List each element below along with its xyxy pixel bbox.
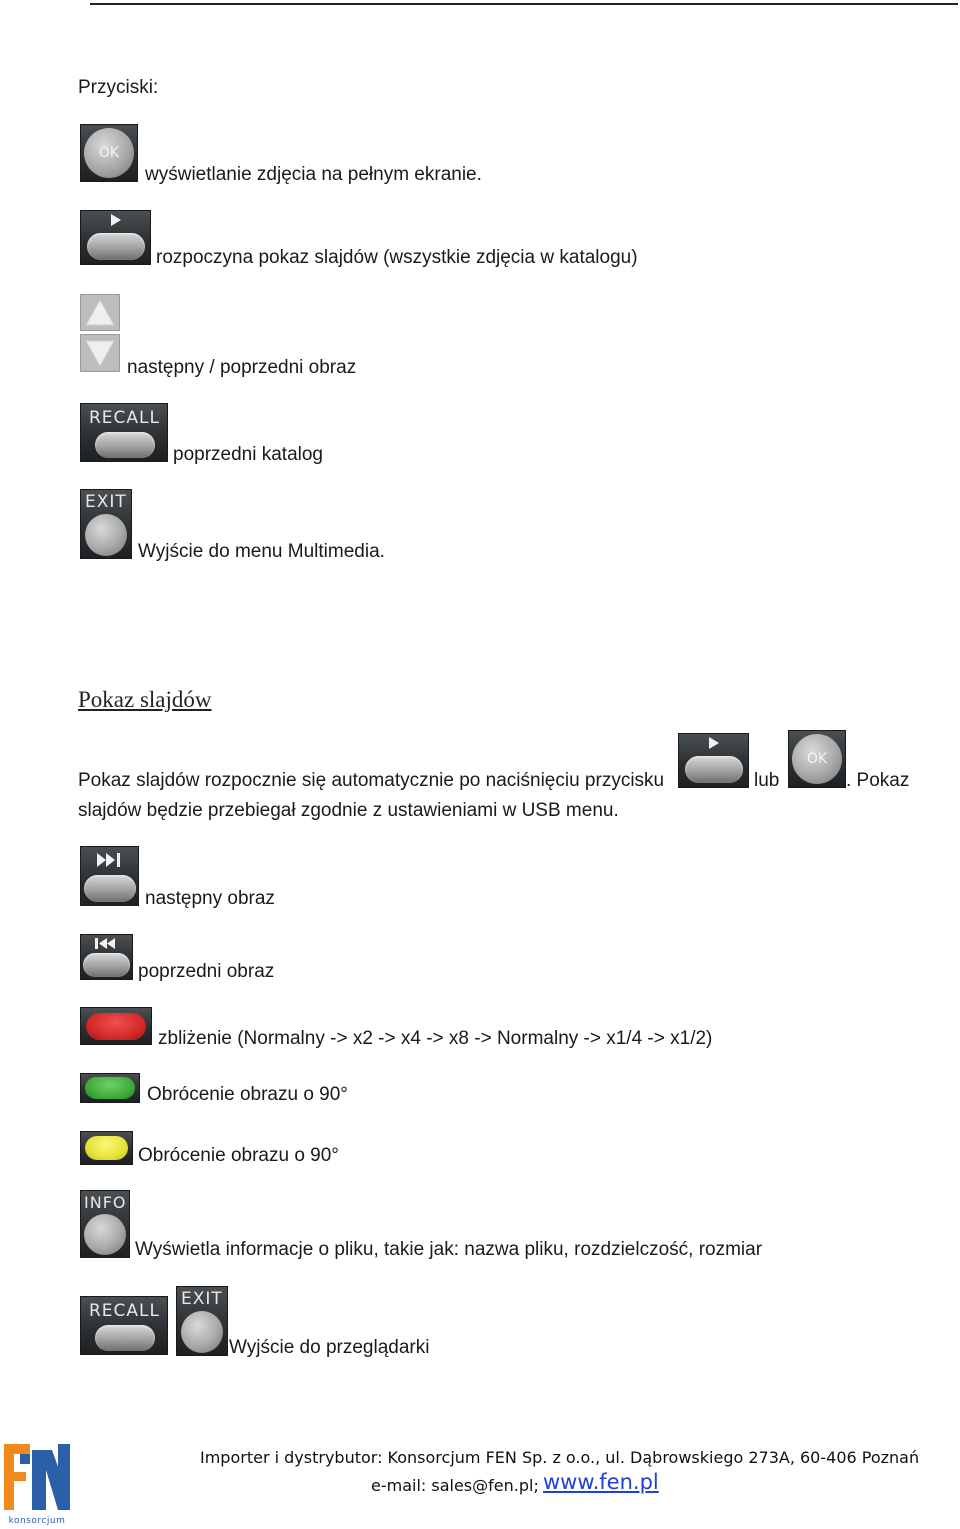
- exit-key-label: EXIT: [85, 492, 127, 512]
- ok-key-label: OK: [98, 145, 120, 161]
- slideshow-paragraph-or: lub: [754, 770, 780, 791]
- green-key-icon: [80, 1073, 140, 1103]
- next-key-desc: następny obraz: [145, 888, 275, 909]
- yellow-key-desc: Obrócenie obrazu o 90°: [138, 1145, 339, 1166]
- prev-key-desc: poprzedni obraz: [138, 961, 275, 982]
- inline-ok-key-label: OK: [806, 751, 828, 767]
- recall-exit-key-desc: Wyjście do przeglądarki: [229, 1337, 430, 1358]
- green-key-desc: Obrócenie obrazu o 90°: [147, 1084, 348, 1105]
- skip-forward-icon: [97, 853, 123, 867]
- red-key-desc: zbliżenie (Normalny -> x2 -> x4 -> x8 -> Normalny -> x1/4 -> x1/2): [158, 1028, 713, 1049]
- exit-key-label-2: EXIT: [181, 1289, 223, 1309]
- footer-website-link[interactable]: www.fen.pl: [543, 1470, 659, 1494]
- next-key-icon: [80, 846, 139, 906]
- recall-key-label-2: RECALL: [89, 1301, 160, 1321]
- recall-key-desc: poprzedni katalog: [173, 444, 323, 465]
- footer-email: e-mail: sales@fen.pl;: [371, 1476, 539, 1495]
- prev-key-icon: [80, 934, 133, 980]
- slideshow-paragraph-part1: Pokaz slajdów rozpocznie się automatycznie po naciśnięciu przycisku: [78, 770, 665, 791]
- inline-ok-key-icon: [788, 730, 846, 788]
- slideshow-paragraph-line2: slajdów będzie przebiegał zgodnie z ustawieniami w USB menu.: [78, 800, 619, 821]
- play-key-icon: [80, 210, 151, 265]
- skip-back-icon: [95, 938, 117, 949]
- ok-key-desc: wyświetlanie zdjęcia na pełnym ekranie.: [145, 164, 482, 185]
- yellow-key-icon: [80, 1131, 133, 1165]
- info-key-icon: [80, 1190, 130, 1258]
- exit-key-icon: [80, 489, 132, 559]
- recall-key-icon-2: [80, 1296, 168, 1355]
- play-triangle-icon: [708, 737, 720, 749]
- inline-play-key-icon: [678, 733, 749, 788]
- footer-importer: Importer i dystrybutor: Konsorcjum FEN Sp. z o.o., ul. Dąbrowskiego 273A, 60-406 Poznań: [200, 1448, 920, 1467]
- recall-key-icon: [80, 403, 168, 462]
- down-arrow-key-icon: [80, 334, 120, 372]
- fen-logo: [0, 1440, 74, 1526]
- ok-key-icon: [80, 124, 138, 182]
- exit-key-icon-2: [176, 1286, 228, 1356]
- red-key-icon: [80, 1007, 152, 1045]
- slideshow-heading: Pokaz slajdów: [78, 687, 212, 712]
- fen-logo-icon: [0, 1440, 74, 1514]
- top-rule: [90, 3, 958, 5]
- info-key-desc: Wyświetla informacje o pliku, takie jak: nazwa pliku, rozdzielczość, rozmiar: [135, 1239, 763, 1260]
- up-down-key-desc: następny / poprzedni obraz: [127, 357, 357, 378]
- slideshow-paragraph-part2: . Pokaz: [846, 770, 910, 791]
- fen-logo-subtext: konsorcjum: [8, 1516, 66, 1526]
- play-triangle-icon: [110, 214, 122, 226]
- play-key-desc: rozpoczyna pokaz slajdów (wszystkie zdjęcia w katalogu): [156, 247, 638, 268]
- info-key-label: INFO: [84, 1193, 127, 1212]
- up-arrow-key-icon: [80, 294, 120, 331]
- section-title: Przyciski:: [78, 77, 159, 98]
- exit-key-desc: Wyjście do menu Multimedia.: [138, 541, 385, 562]
- recall-key-label: RECALL: [89, 408, 160, 428]
